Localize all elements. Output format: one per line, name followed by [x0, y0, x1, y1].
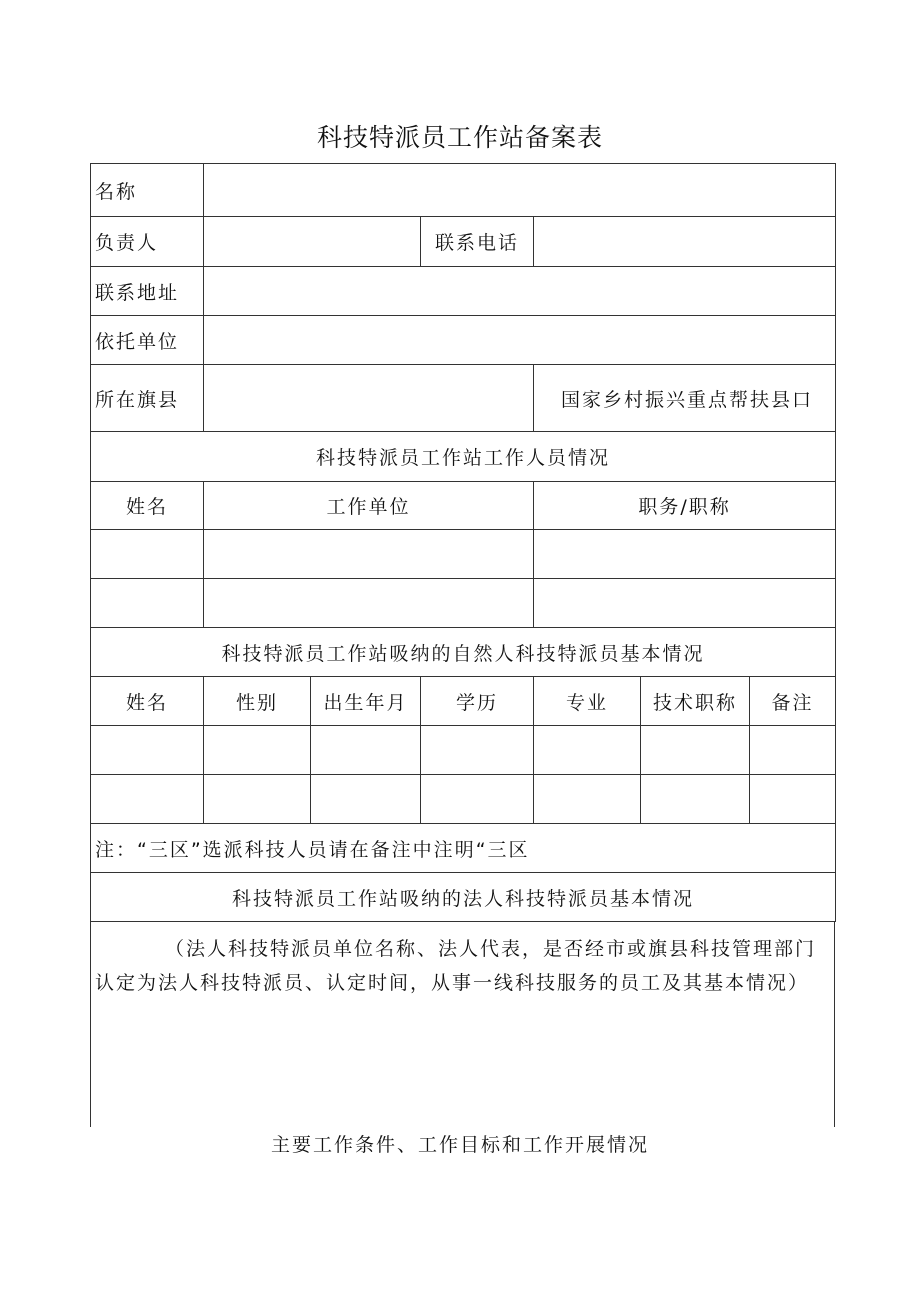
staff-row	[91, 530, 836, 579]
staff-col-unit: 工作单位	[204, 482, 534, 530]
natural-col-gender: 性别	[204, 677, 311, 726]
natural-col-tech-title: 技术职称	[641, 677, 750, 726]
legal-section-heading: 科技特派员工作站吸纳的法人科技特派员基本情况	[91, 873, 836, 922]
natural-cell[interactable]	[311, 775, 421, 824]
natural-section-heading: 科技特派员工作站吸纳的自然人科技特派员基本情况	[91, 628, 836, 677]
staff-section-heading: 科技特派员工作站工作人员情况	[91, 432, 836, 482]
work-conditions-heading: 主要工作条件、工作目标和工作开展情况	[270, 1134, 649, 1156]
natural-cell[interactable]	[534, 775, 641, 824]
staff-row	[91, 579, 836, 628]
natural-cell[interactable]	[421, 775, 534, 824]
phone-field[interactable]	[534, 217, 836, 267]
natural-cell[interactable]	[534, 726, 641, 775]
phone-label: 联系电话	[421, 217, 534, 267]
county-label: 所在旗县	[91, 365, 204, 432]
natural-col-major: 专业	[534, 677, 641, 726]
legal-desc-line-2: 认定为法人科技特派员、认定时间，从事一线科技服务的员工及其基本情况）	[95, 972, 810, 994]
natural-row	[91, 775, 836, 824]
staff-unit-cell[interactable]	[204, 530, 534, 579]
natural-col-remark: 备注	[750, 677, 836, 726]
natural-cell[interactable]	[91, 775, 204, 824]
natural-cell[interactable]	[311, 726, 421, 775]
staff-unit-cell[interactable]	[204, 579, 534, 628]
page-title: 科技特派员工作站备案表	[316, 123, 603, 152]
legal-section-body[interactable]	[90, 922, 835, 1127]
natural-cell[interactable]	[421, 726, 534, 775]
leader-field[interactable]	[204, 217, 421, 267]
natural-col-education: 学历	[421, 677, 534, 726]
host-unit-field[interactable]	[204, 316, 836, 365]
staff-name-cell[interactable]	[91, 579, 204, 628]
natural-cell[interactable]	[750, 726, 836, 775]
filing-form	[90, 163, 835, 1127]
natural-cell[interactable]	[91, 726, 204, 775]
legal-desc-line-1: （法人科技特派员单位名称、法人代表，是否经市或旗县科技管理部门	[165, 938, 817, 960]
natural-cell[interactable]	[750, 775, 836, 824]
form-table	[90, 163, 836, 922]
address-label: 联系地址	[91, 267, 204, 316]
natural-cell[interactable]	[641, 726, 750, 775]
natural-cell[interactable]	[204, 775, 311, 824]
three-zone-note: 注：“三区”选派科技人员请在备注中注明“三区	[91, 824, 836, 873]
staff-col-title: 职务/职称	[534, 482, 836, 530]
natural-cell[interactable]	[204, 726, 311, 775]
natural-col-birth: 出生年月	[311, 677, 421, 726]
staff-name-cell[interactable]	[91, 530, 204, 579]
name-field[interactable]	[204, 164, 836, 217]
leader-label: 负责人	[91, 217, 204, 267]
host-unit-label: 依托单位	[91, 316, 204, 365]
key-county-checkbox-label[interactable]: 国家乡村振兴重点帮扶县口	[534, 365, 836, 432]
natural-row	[91, 726, 836, 775]
name-label: 名称	[91, 164, 204, 217]
staff-col-name: 姓名	[91, 482, 204, 530]
natural-cell[interactable]	[641, 775, 750, 824]
county-field[interactable]	[204, 365, 534, 432]
staff-title-cell[interactable]	[534, 579, 836, 628]
address-field[interactable]	[204, 267, 836, 316]
staff-title-cell[interactable]	[534, 530, 836, 579]
natural-col-name: 姓名	[91, 677, 204, 726]
